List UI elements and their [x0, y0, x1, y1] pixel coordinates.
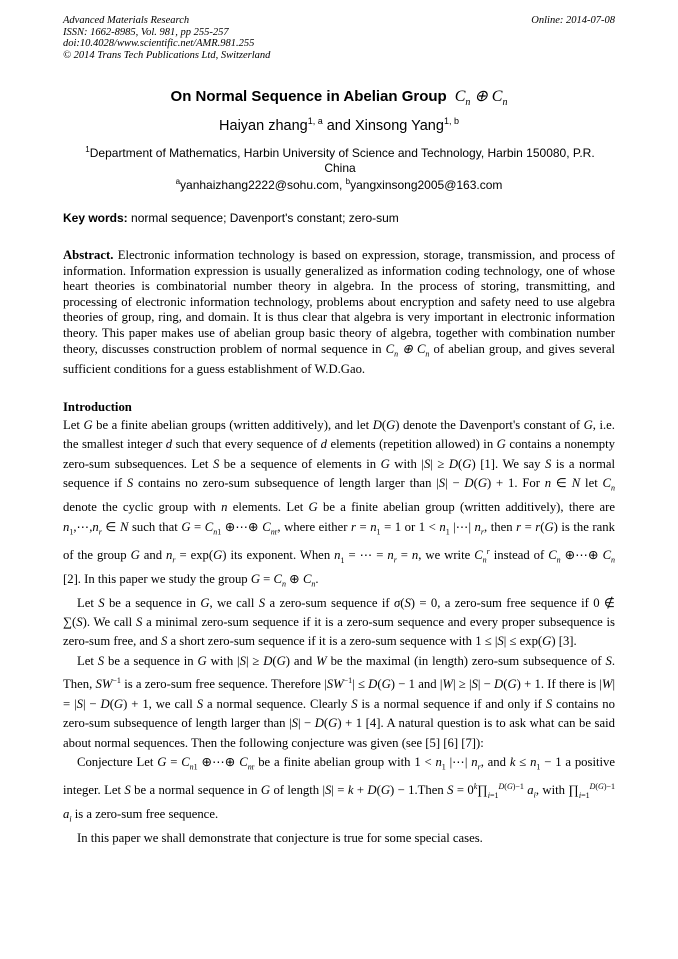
email-a: yanhaizhang2222@sohu.com, — [180, 178, 346, 192]
author-2-sup: 1, b — [443, 116, 459, 126]
author-1-sup: 1, a — [307, 116, 323, 126]
journal-header — [63, 15, 615, 61]
abstract-text-2: of abelian group, and gives several sufficient conditions for a guess establishment of W.D.Gao. — [63, 341, 616, 376]
email-b-sup: b — [345, 177, 351, 186]
copyright-line: © 2014 Trans Tech Publications Ltd, Switzerland — [63, 49, 271, 61]
paragraph-3: Let S be a sequence in G with |S| ≥ D(G) and W be the maximal (in length) zero-sum subsequence of S. Then, $SW^{-1}$ is a zero-sum free sequence. Therefore $|SW^{-1}| \le D(G) - 1$ and |W| ≥ |S| − D(G) + 1. If there is |W| = |S| − D(G) + 1, we call S a normal sequence. Clearly S is a normal sequence if and only if S contains no zero-sum subsequence of length larger than |S| − D(G) + 1 [4]. A natural question is to ask what can be said about normal sequences. Then the following conjecture was given (see [5] [6] [7]): — [63, 653, 615, 750]
affiliation-number: 1 — [85, 145, 90, 154]
paper-title — [0, 86, 678, 108]
abstract — [63, 248, 615, 377]
email-line — [0, 177, 678, 192]
paper-title-text: On Normal Sequence in Abelian Group — [170, 88, 447, 105]
doi-line: doi:10.4028/www.scientific.net/AMR.981.255 — [63, 38, 255, 50]
paragraph-5: In this paper we shall demonstrate that conjecture is true for some special cases. — [77, 831, 483, 846]
author-2-name: Xinsong Yang — [354, 117, 444, 134]
paragraph-2: Let S be a sequence in G, we call S a zero-sum sequence if σ(S) = 0, a zero-sum free sequence if 0 ∉ ∑(S). We call S a minimal zero-sum sequence if it is a zero-sum sequence and every proper subsequence is zero-sum free, and S a short zero-sum sequence if it is a zero-sum sequence with 1 ≤ |S| ≤ exp(G) [3]. — [63, 595, 615, 649]
keywords — [63, 211, 615, 225]
author-1-name: Haiyan zhang — [219, 117, 308, 134]
email-b: yangxinsong2005@163.com — [350, 178, 503, 192]
author-and: and — [322, 117, 355, 134]
abstract-group-formula: $C_n$ ⊕ $C_n$ — [385, 341, 430, 359]
section-heading-introduction: Introduction — [63, 400, 132, 414]
keywords-label: Key words: — [63, 211, 128, 225]
keywords-text: normal sequence; Davenport's constant; zero-sum — [127, 211, 399, 225]
affiliation — [70, 142, 610, 176]
email-a-sup: a — [175, 177, 181, 186]
introduction-body — [63, 416, 615, 849]
abstract-label: Abstract. — [63, 248, 114, 262]
journal-name: Advanced Materials Research — [63, 15, 190, 26]
title-group-formula: $C_n$ ⊕ $C_n$ — [454, 88, 508, 109]
abstract-text-1: Electronic information technology is based on expression, storage, transmission, and process of information. Information expression is usually generalized as information coding technology, one of whose heart theories is combinatorial number theory in algebra. In the process of storing, transmitting, and processing of electronic information technology, problems about encryption and safety need to use algebra theories of group, ring, and domain. It is thus clear that algebra is very important in electronic information theory. This paper makes use of abelian group basic theory of algebra, together with combination number theory, discusses construction problem of normal sequence in — [63, 248, 615, 356]
issn-line: ISSN: 1662-8985, Vol. 981, pp 255-257 — [63, 26, 229, 38]
paragraph-4-conjecture: Conjecture Let $G = C_{n1}$ ⊕⋯⊕ $C_{nr}$ be a finite abelian group with $1 < n_1$ |⋯| $n_r$, and $k \le n_1 - 1$ a positive integer. Let S be a normal sequence in G of length |S| = k + D(G) − 1.Then $S = 0^k\prod_{i=1}^{D(G)-1}$ $a_i$, with $\prod_{i=1}^{D(G)-1}$ $a_i$ is a zero-sum free sequence. — [63, 755, 616, 824]
paragraph-1: Let G be a finite abelian groups (written additively), and let D(G) denote the Davenport's constant of G, i.e. the smallest integer d such that every sequence of d elements (repetition allowed) in G contains a nonempty zero-sum subsequences. Let S be a sequence of elements in G with |S| ≥ D(G) [1]. We say S is a normal sequence if S contains no zero-sum subsequence of length larger than |S| − D(G) + 1. For n ∈ N let $C_n$ denote the cyclic group with n elements. Let G be a finite abelian group (written additively), there are $n_1,\cdots,n_r$ ∈ N such that $G = C_{n1}$ ⊕⋯⊕ $C_{nr}$, where either $r = n_1 = 1$ or $1 < n_1$ |⋯| $n_r$, then r = r(G) is the rank of the group G and $n_r = \exp(G)$ its exponent. When $n_1$ = ⋯ = $n_r = n$, we write $C_n^r$ instead of $C_n$ ⊕⋯⊕ $C_n$ [2]. In this paper we study the group $G = C_n$ ⊕ $C_n$. — [63, 418, 616, 589]
affiliation-text: Department of Mathematics, Harbin University of Science and Technology, Harbin 150080, P.R. China — [89, 146, 595, 175]
online-date: Online: 2014-07-08 — [531, 15, 615, 26]
author-line — [0, 116, 678, 134]
